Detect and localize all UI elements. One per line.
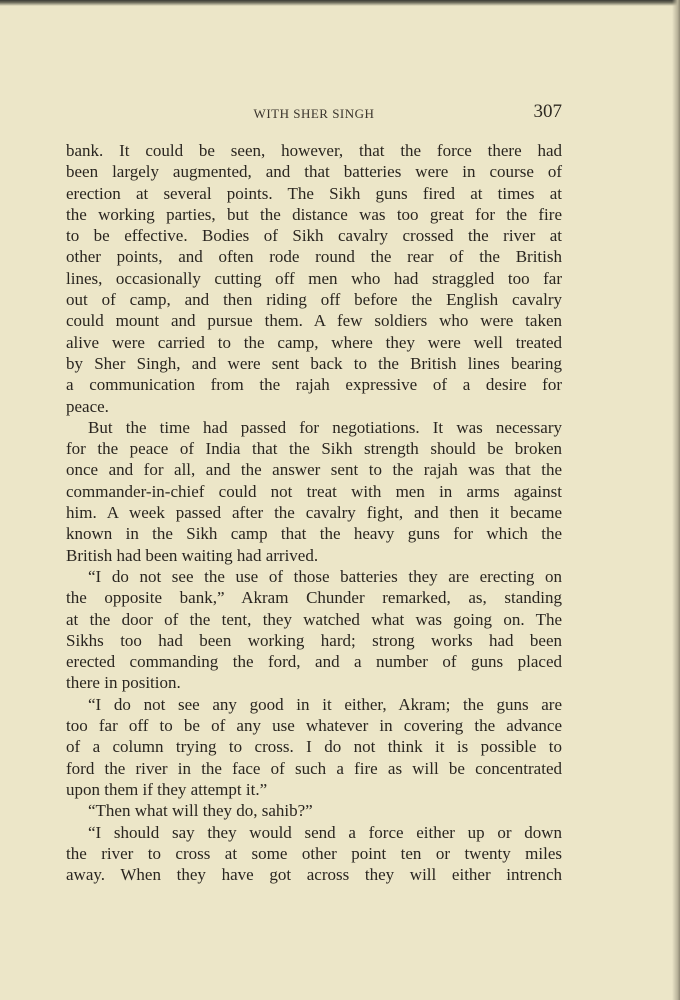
text-line: alive were carried to the camp, where they were well treated [66,332,562,352]
text-line: “Then what will they do, sahib?” [88,801,313,821]
text-line: of a column trying to cross. I do not think it is possible to [66,737,562,757]
page-right-edge [672,0,680,1000]
text-line: Sikhs too had been working hard; strong works had been [66,630,562,650]
text-line: been largely augmented, and that batteries were in course of [66,162,562,182]
running-head: WITH SHER SINGH [253,106,375,121]
text-line: “I do not see any good in it either, Akram; the guns are [88,694,562,714]
text-line: ford the river in the face of such a fire as will be concentrated [66,758,562,778]
text-line: peace. [66,396,109,416]
text-line: away. When they have got across they will either intrench [66,865,562,885]
text-line: the opposite bank,” Akram Chunder remarked, as, standing [66,588,562,608]
text-line: the river to cross at some other point ten or twenty miles [66,843,562,863]
text-line: known in the Sikh camp that the heavy guns for which the [66,524,562,544]
text-line: lines, occasionally cutting off men who had straggled too far [66,268,562,288]
text-line: him. A week passed after the cavalry fight, and then it became [66,503,562,523]
text-line: bank. It could be seen, however, that the force there had [66,141,562,160]
text-line: for the peace of India that the Sikh strength should be broken [66,439,562,459]
text-line: once and for all, and the answer sent to the rajah was that the [66,460,562,480]
text-line: British had been waiting had arrived. [66,545,319,565]
page-number: 307 [533,101,562,122]
text-line: upon them if they attempt it.” [66,779,268,799]
text-line: But the time had passed for negotiations. It was necessary [88,417,562,437]
text-line: “I do not see the use of those batteries they are erecting on [88,566,562,586]
text-line: other points, and often rode round the rear of the British [66,247,562,267]
text-line: erected commanding the ford, and a number of guns placed [66,652,562,672]
body-text [66,140,562,885]
page-top-edge [0,0,680,6]
page-header [66,101,562,127]
text-line: too far off to be of any use whatever in covering the advance [66,716,562,736]
text-line: could mount and pursue them. A few soldiers who were taken [66,311,562,331]
text-line: erection at several points. The Sikh guns fired at times at [66,183,562,203]
text-line: the working parties, but the distance was too great for the fire [66,204,562,224]
text-line: a communication from the rajah expressive of a desire for [66,375,562,395]
text-line: by Sher Singh, and were sent back to the British lines bearing [66,353,562,373]
text-line: there in position. [66,673,181,693]
text-line: “I should say they would send a force either up or down [88,822,562,842]
text-line: to be effective. Bodies of Sikh cavalry crossed the river at [66,226,562,246]
text-line: out of camp, and then riding off before the English cavalry [66,290,562,310]
text-line: commander-in-chief could not treat with men in arms against [66,481,562,501]
text-line: at the door of the tent, they watched what was going on. The [66,609,562,629]
